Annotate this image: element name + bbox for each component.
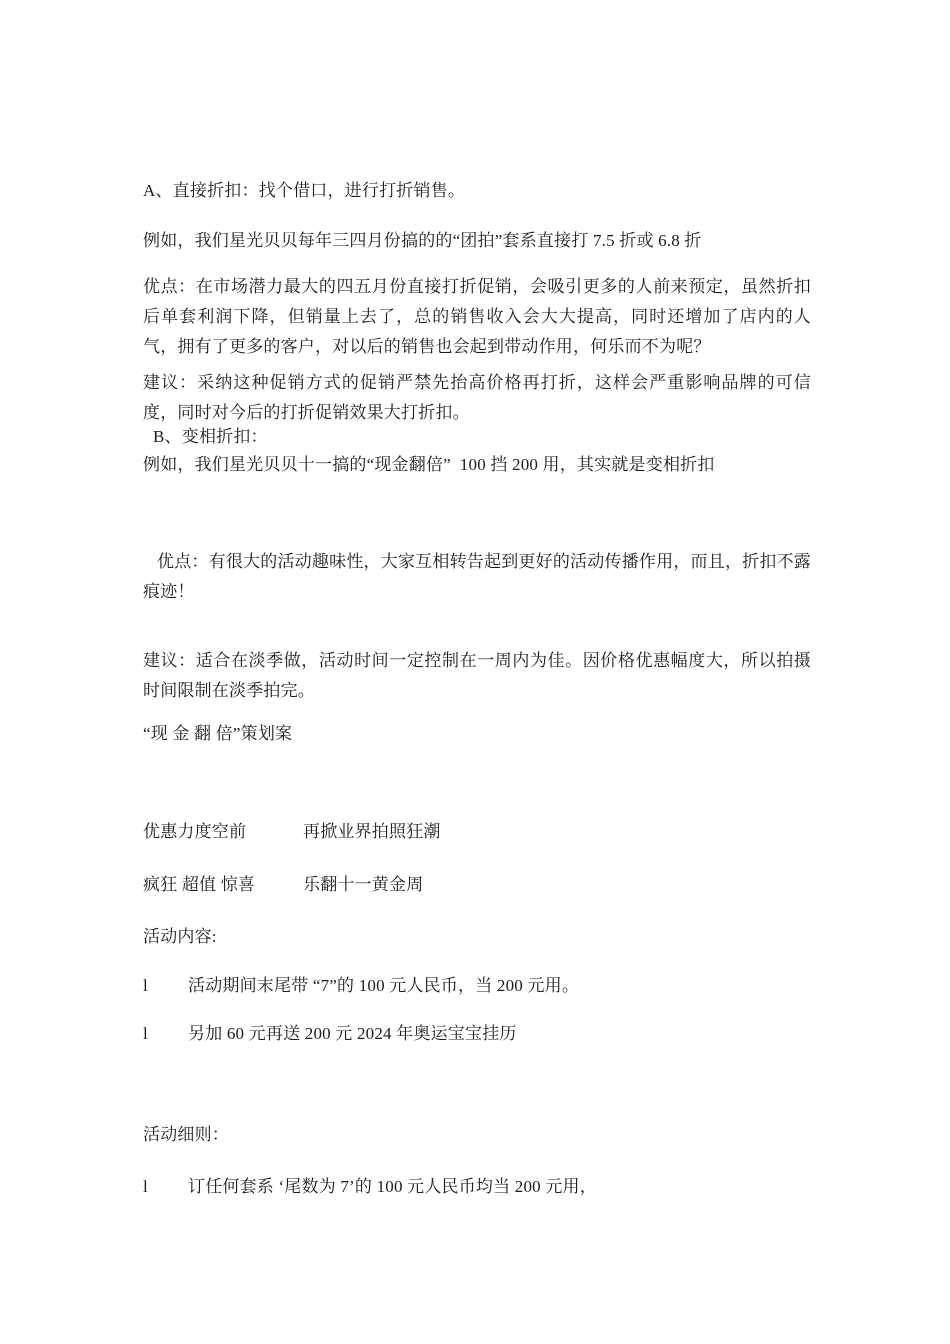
paragraph-indirect-discount-advantage: 优点：有很大的活动趣味性，大家互相转告起到更好的活动传播作用，而且，折扣不露痕迹！ xyxy=(143,552,811,601)
slogan-row-1 xyxy=(143,817,811,847)
slogan-row-2 xyxy=(143,870,811,900)
slogan-1-left: 优惠力度空前 xyxy=(143,822,247,841)
list-item-text: 另加 60 元再送 200 元 2024 年奥运宝宝挂历 xyxy=(188,1024,517,1043)
activity-content-item-1 xyxy=(143,971,811,1001)
activity-rules-item-1 xyxy=(143,1172,811,1202)
list-bullet: l xyxy=(143,976,148,995)
slogan-1-right: 再掀业界拍照狂潮 xyxy=(303,822,441,841)
paragraph-indirect-discount-heading: B、变相折扣： xyxy=(153,427,268,446)
paragraph-direct-discount-advantage: 优点：在市场潜力最大的四五月份直接打折促销，会吸引更多的人前来预定，虽然折扣后单套利润下降，但销量上去了，总的销售收入会大大提高，同时还增加了店内的人气，拥有了更多的客户，对以后的销售也会起到带动作用，何乐而不为呢？ xyxy=(143,277,811,356)
paragraph-indirect-discount-example: 例如，我们星光贝贝十一搞的“现金翻倍” 100 挡 200 用，其实就是变相折扣 xyxy=(143,455,715,474)
slogan-2-right: 乐翻十一黄金周 xyxy=(303,875,424,894)
activity-content-item-2 xyxy=(143,1019,811,1049)
paragraph-direct-discount-heading: A、直接折扣：找个借口，进行打折销售。 xyxy=(143,181,466,200)
paragraph-direct-discount-example: 例如，我们星光贝贝每年三四月份搞的的“团拍”套系直接打 7.5 折或 6.8 折 xyxy=(143,231,702,250)
activity-rules-heading: 活动细则： xyxy=(143,1125,229,1144)
paragraph-direct-discount-suggestion: 建议：采纳这种促销方式的促销严禁先抬高价格再打折，这样会严重影响品牌的可信度，同时对今后的打折促销效果大打折扣。 xyxy=(143,373,811,422)
list-item-text: 活动期间末尾带 “7”的 100 元人民币，当 200 元用。 xyxy=(188,976,580,995)
activity-content-heading: 活动内容: xyxy=(143,927,217,946)
paragraph-indirect-discount-suggestion: 建议：适合在淡季做，活动时间一定控制在一周内为佳。因价格优惠幅度大，所以拍摄时间限制在淡季拍完。 xyxy=(143,651,811,700)
slogan-2-left: 疯狂 超值 惊喜 xyxy=(143,875,256,894)
list-item-text: 订任何套系 ‘尾数为 7’的 100 元人民币均当 200 元用， xyxy=(188,1177,597,1196)
plan-title: “现 金 翻 倍”策划案 xyxy=(143,724,293,743)
list-bullet: l xyxy=(143,1177,148,1196)
list-bullet: l xyxy=(143,1024,148,1043)
